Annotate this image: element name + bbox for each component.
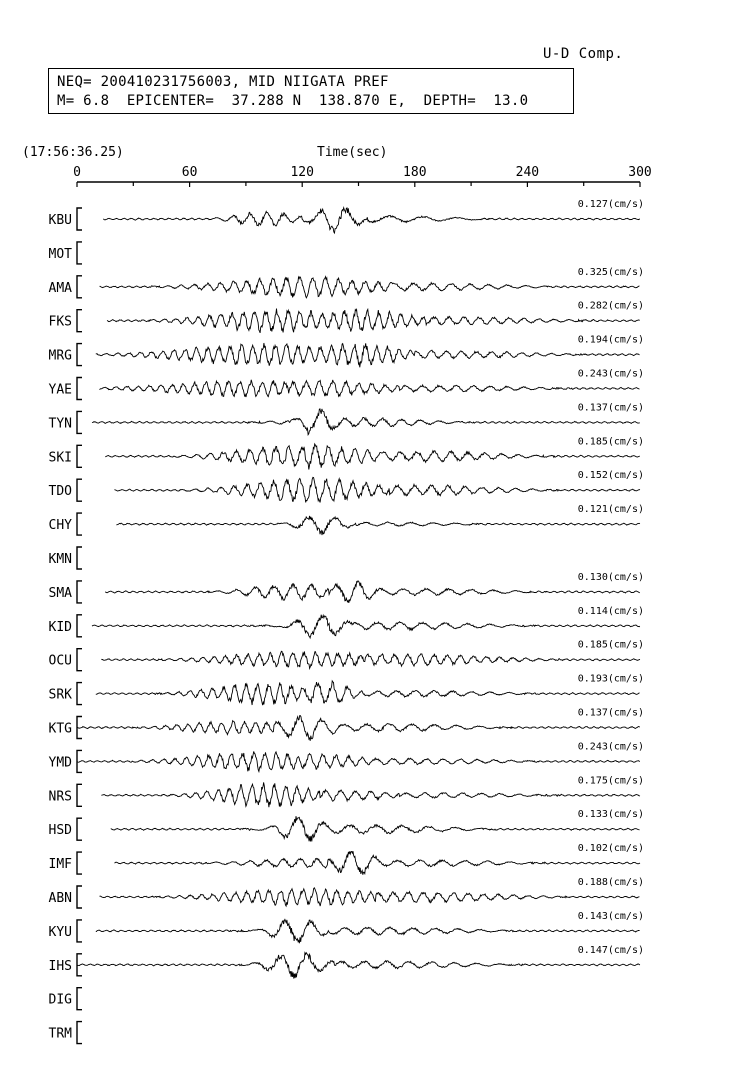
station-row-nrs (49, 775, 644, 807)
scale-bracket (77, 411, 82, 433)
station-row-yae (49, 369, 644, 400)
amplitude-label: 0.175(cm/s) (577, 775, 644, 787)
waveform-trace (103, 208, 640, 233)
station-row-mrg (49, 335, 644, 368)
waveform-trace (77, 716, 640, 741)
amplitude-label: 0.133(cm/s) (577, 809, 644, 821)
amplitude-label: 0.130(cm/s) (577, 571, 644, 583)
amplitude-label: 0.152(cm/s) (577, 470, 644, 482)
scale-bracket (77, 581, 82, 603)
station-label: KBU (48, 213, 72, 228)
station-row-ihs (49, 945, 644, 979)
scale-bracket (77, 276, 82, 298)
scale-bracket (77, 615, 82, 637)
scale-bracket (77, 513, 82, 535)
amplitude-label: 0.188(cm/s) (577, 877, 644, 888)
amplitude-label: 0.243(cm/s) (577, 368, 644, 380)
station-row-ktg (49, 708, 644, 741)
station-row-ocu (49, 640, 644, 671)
station-label: MRG (48, 348, 72, 364)
station-label: IMF (48, 857, 72, 873)
station-label: KMN (48, 552, 72, 567)
time-tick-label: 60 (181, 165, 198, 180)
amplitude-label: 0.143(cm/s) (577, 910, 644, 922)
waveform-trace (115, 477, 641, 502)
station-label: YMD (48, 755, 72, 771)
station-label: MOT (48, 246, 72, 262)
event-info-line2: M= 6.8 EPICENTER= 37.288 N 138.870 E, DEPTH= 13.0 (57, 93, 529, 109)
station-label: FKS (48, 314, 72, 330)
amplitude-label: 0.194(cm/s) (577, 334, 644, 346)
time-axis-label: Time(sec) (317, 145, 388, 160)
waveform-trace (101, 651, 640, 668)
waveform-trace (96, 681, 640, 705)
station-row-chy (49, 504, 644, 535)
station-row-sma (49, 572, 644, 603)
amplitude-label: 0.121(cm/s) (577, 504, 644, 516)
station-label: SRK (48, 687, 72, 703)
scale-bracket (77, 344, 82, 366)
component-label: U-D Comp. (543, 46, 624, 62)
scale-bracket (77, 649, 82, 671)
station-row-ama (49, 267, 644, 298)
station-row-imf (49, 843, 644, 875)
station-label: KTG (48, 721, 72, 737)
traces-group (49, 199, 644, 1044)
scale-bracket (77, 852, 82, 874)
waveform-trace (92, 409, 640, 435)
amplitude-label: 0.114(cm/s) (577, 605, 644, 617)
station-row-abn (49, 877, 644, 908)
event-info-line1: NEQ= 200410231756003, MID NIIGATA PREF (57, 74, 389, 90)
scale-bracket (77, 310, 82, 332)
scale-bracket (77, 479, 82, 501)
station-label: NRS (48, 789, 72, 805)
station-row-mot (49, 242, 82, 264)
amplitude-label: 0.325(cm/s) (577, 266, 644, 278)
waveform-trace (92, 615, 640, 638)
waveform-trace (101, 782, 640, 807)
waveform-trace (111, 816, 640, 841)
station-label: TRM (48, 1026, 72, 1042)
station-row-ymd (49, 741, 644, 772)
station-row-dig (49, 988, 82, 1010)
waveform-trace (107, 309, 640, 333)
station-row-kmn (49, 547, 82, 569)
time-tick-label: 120 (290, 165, 314, 180)
station-label: ABN (48, 891, 72, 906)
scale-bracket (77, 920, 82, 942)
station-label: DIG (48, 992, 72, 1008)
amplitude-label: 0.185(cm/s) (577, 639, 644, 651)
station-row-kid (49, 606, 644, 638)
station-label: CHY (48, 518, 72, 534)
amplitude-label: 0.102(cm/s) (577, 843, 644, 855)
station-label: HSD (48, 823, 72, 839)
waveform-trace (100, 277, 640, 298)
station-label: AMA (48, 280, 72, 296)
amplitude-label: 0.137(cm/s) (577, 707, 644, 719)
station-row-kyu (49, 911, 644, 943)
station-row-fks (49, 301, 644, 333)
waveform-trace (116, 516, 640, 535)
amplitude-label: 0.243(cm/s) (577, 741, 644, 753)
waveform-trace (96, 919, 640, 943)
waveform-trace (77, 953, 640, 979)
scale-bracket (77, 1022, 82, 1044)
station-row-kbu (49, 199, 644, 233)
time-tick-label: 180 (403, 165, 427, 180)
start-time-label: (17:56:36.25) (22, 145, 124, 160)
waveform-trace (105, 444, 640, 470)
scale-bracket (77, 547, 82, 569)
scale-bracket (77, 208, 82, 230)
station-label: IHS (48, 958, 72, 974)
station-label: OCU (48, 653, 72, 669)
waveform-trace (100, 888, 640, 906)
station-row-tdo (49, 470, 644, 502)
station-row-ski (49, 436, 644, 469)
scale-bracket (77, 378, 82, 400)
amplitude-label: 0.282(cm/s) (577, 300, 644, 312)
scale-bracket (77, 445, 82, 467)
time-tick-label: 300 (628, 165, 652, 180)
station-row-srk (49, 674, 644, 706)
waveform-trace (105, 581, 640, 603)
station-row-hsd (49, 809, 644, 841)
scale-bracket (77, 683, 82, 705)
amplitude-label: 0.127(cm/s) (577, 199, 644, 210)
station-label: YAE (48, 382, 72, 398)
station-row-trm (49, 1022, 82, 1044)
scale-bracket (77, 988, 82, 1010)
waveform-trace (115, 851, 641, 875)
amplitude-label: 0.137(cm/s) (577, 402, 644, 414)
station-label: KID (48, 619, 72, 635)
amplitude-label: 0.147(cm/s) (577, 944, 644, 956)
waveform-trace (77, 751, 640, 771)
station-label: TYN (48, 416, 72, 432)
station-label: SMA (48, 585, 72, 601)
amplitude-label: 0.185(cm/s) (577, 436, 644, 448)
waveform-trace (100, 380, 640, 397)
scale-bracket (77, 818, 82, 840)
time-axis (73, 165, 652, 187)
scale-bracket (77, 886, 82, 908)
time-tick-label: 0 (73, 165, 81, 180)
amplitude-label: 0.193(cm/s) (577, 673, 644, 685)
scale-bracket (77, 784, 82, 806)
station-label: SKI (48, 450, 72, 466)
scale-bracket (77, 242, 82, 264)
waveform-trace (96, 343, 640, 367)
station-label: KYU (48, 924, 72, 940)
time-tick-label: 240 (515, 165, 540, 180)
station-label: TDO (48, 484, 72, 500)
station-row-tyn (49, 402, 644, 434)
